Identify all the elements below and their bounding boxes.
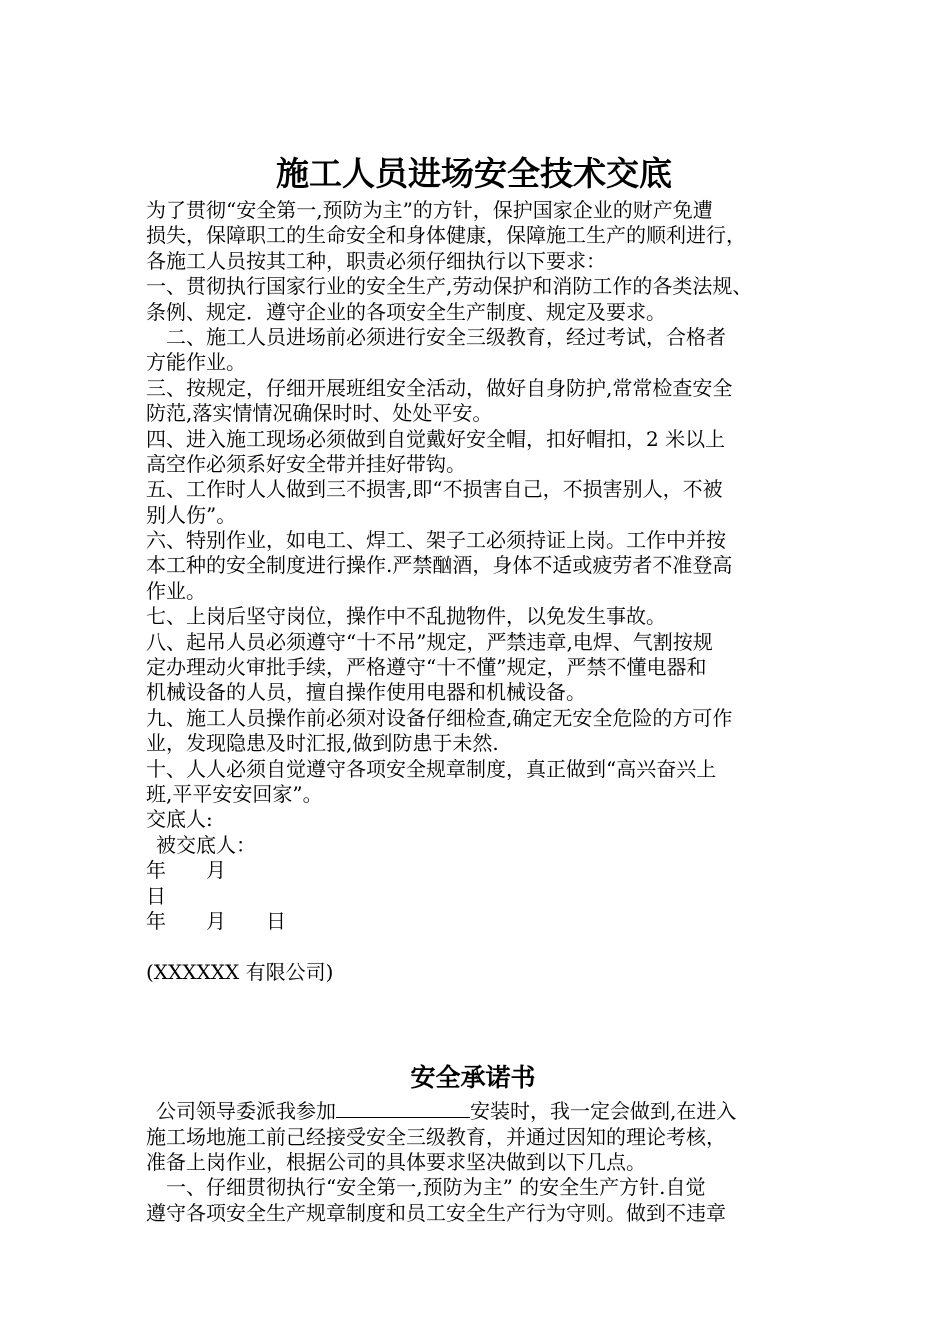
discloser-label: 交底人: — [146, 807, 213, 832]
date-line: 年 月 日 — [146, 908, 286, 933]
item-9-line: 九、施工人员操作前必须对设备仔细检查,确定无安全危险的方可作 — [146, 705, 733, 730]
recipient-label: 被交底人： — [156, 832, 256, 857]
document-page — [146, 150, 826, 1226]
commitment-line: 遵守各项安全生产规章制度和员工安全生产行为守则。做到不违章 — [146, 1200, 726, 1225]
item-4-line: 四、进入施工现场必须做到自觉戴好安全帽，扣好帽扣，2 米以上 — [146, 426, 726, 451]
item-3-line: 防范,落实情情况确保时时、处处平安。 — [146, 401, 493, 426]
item-9-line: 业，发现隐患及时汇报,做到防患于未然. — [146, 731, 499, 756]
doc-title: 施工人员进场安全技术交底 — [276, 154, 672, 193]
item-6-line: 作业。 — [146, 578, 206, 603]
item-10-line: 十、人人必须自觉遵守各项安全规章制度，真正做到“高兴奋兴上 — [146, 756, 717, 781]
commitment-line — [146, 1099, 826, 1124]
commitment-line: 准备上岗作业，根据公司的具体要求坚决做到以下几点。 — [146, 1149, 646, 1174]
company-name: (XXXXXX 有限公司) — [146, 959, 334, 984]
date-line: 年 月 — [146, 858, 226, 883]
item-8-line: 八、起吊人员必须遵守“十不吊”规定，严禁违章,电焊、气割按规 — [146, 629, 713, 654]
item-1-line: 一、贯彻执行国家行业的安全生产,劳动保护和消防工作的各类法规、 — [146, 274, 753, 299]
item-2-line: 方能作业。 — [146, 350, 246, 375]
commitment-line: 施工场地施工前己经接受安全三级教育，并通过因知的理论考核， — [146, 1124, 726, 1149]
commitment-text: 安装时，我一定会做到,在进入 — [470, 1099, 737, 1124]
commitment-line: 一、仔细贯彻执行“安全第一,预防为主” 的安全生产方针.自觉 — [166, 1175, 706, 1200]
item-3-line: 三、按规定，仔细开展班组安全活动，做好自身防护,常常检查安全 — [146, 375, 733, 400]
item-7-line: 七、上岗后坚守岗位，操作中不乱抛物件，以免发生事故。 — [146, 604, 666, 629]
item-6-line: 本工种的安全制度进行操作.严禁酗酒，身体不适或疲劳者不准登高 — [146, 553, 733, 578]
body-line: 损失，保障职工的生命安全和身体健康，保障施工生产的顺利进行， — [146, 223, 746, 248]
item-1-line: 条例、规定．遵守企业的各项安全生产制度、规定及要求。 — [146, 299, 666, 324]
item-4-line: 高空作必须系好安全带并挂好带钩。 — [146, 451, 466, 476]
commitment-title: 安全承诺书 — [410, 1063, 536, 1093]
item-2-line: 二、施工人员进场前必须进行安全三级教育，经过考试，合格者 — [166, 324, 726, 349]
commitment-text: 公司领导委派我参加 — [156, 1099, 336, 1124]
body-line: 各施工人员按其工种，职责必须仔细执行以下要求： — [146, 248, 606, 273]
date-line: 日 — [146, 883, 166, 908]
body-line: 为了贯彻“安全第一,预防为主”的方针，保护国家企业的财产免遭 — [146, 198, 713, 222]
item-8-line: 定办理动火审批手续，严格遵守“十不懂”规定，严禁不懂电器和 — [146, 655, 707, 680]
item-5-line: 别人伤”。 — [146, 502, 237, 527]
item-10-line: 班,平平安安回家”。 — [146, 781, 323, 806]
item-6-line: 六、特别作业，如电工、焊工、架子工必须持证上岗。工作中并按 — [146, 528, 726, 553]
item-5-line: 五、工作时人人做到三不损害,即“不损害自己，不损害别人，不被 — [146, 477, 723, 502]
fill-in-blank — [336, 1099, 470, 1118]
item-8-line: 机械设备的人员，擅自操作使用电器和机械设备。 — [146, 680, 586, 705]
